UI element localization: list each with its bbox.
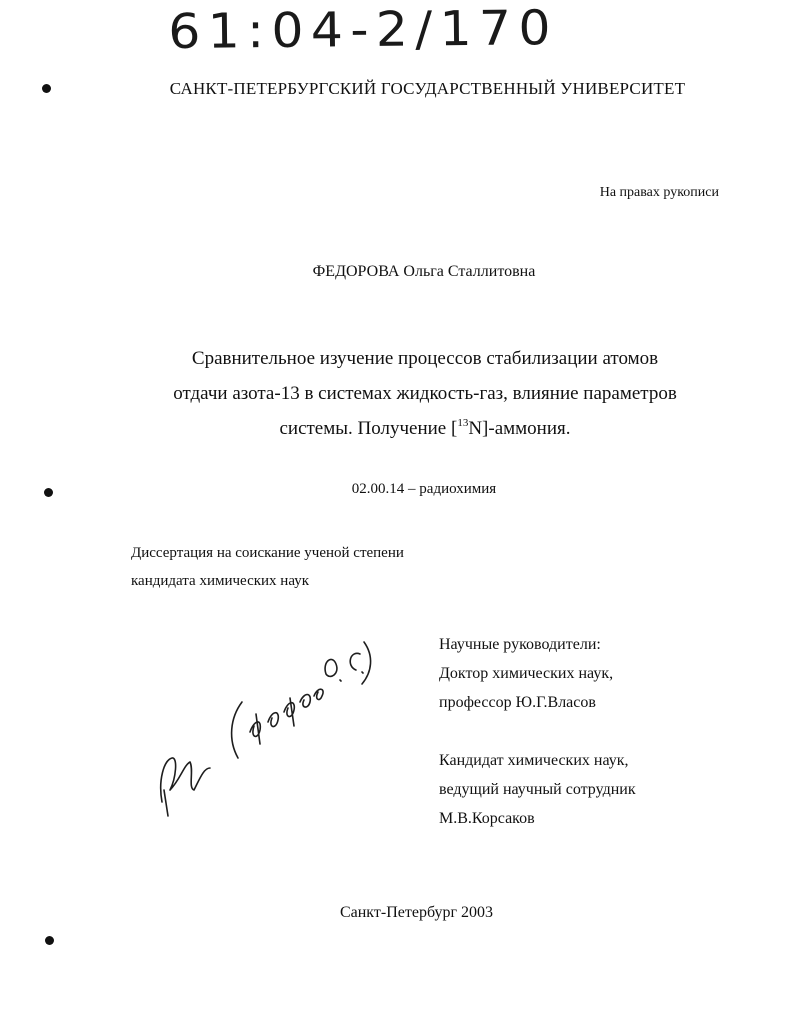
advisor-2-position: ведущий научный сотрудник	[439, 781, 636, 798]
degree-line-1: Диссертация на соискание ученой степени	[131, 545, 404, 561]
scientific-advisors	[439, 630, 636, 833]
advisor-1-name: профессор Ю.Г.Власов	[439, 694, 596, 711]
dissertation-title	[120, 341, 730, 446]
title-line-2: отдачи азота-13 в системах жидкость-газ, влияние параметров	[173, 383, 677, 404]
manuscript-rights-note: На правах рукописи	[599, 185, 719, 200]
university-name: САНКТ-ПЕТЕРБУРГСКИЙ ГОСУДАРСТВЕННЫЙ УНИВЕРСИТЕТ	[169, 79, 686, 98]
advisor-1-degree: Доктор химических наук,	[439, 665, 614, 682]
advisors-heading: Научные руководители:	[439, 636, 601, 653]
author-name: ФЕДОРОВА Ольга Сталлитовна	[312, 263, 536, 280]
handwritten-signature	[150, 640, 380, 830]
title-line-3-start: системы. Получение [	[279, 418, 458, 439]
degree-line-2: кандидата химических наук	[131, 573, 310, 589]
title-line-1: Сравнительное изучение процессов стабилизации атомов	[191, 348, 659, 369]
isotope-superscript: 13	[457, 417, 469, 429]
city-and-year: Санкт-Петербург 2003	[339, 904, 494, 921]
specialty-code: 02.00.14 – радиохимия	[351, 481, 497, 497]
margin-mark-bottom	[45, 936, 54, 945]
advisor-2-degree: Кандидат химических наук,	[439, 752, 629, 769]
dissertation-degree	[131, 539, 404, 595]
title-line-3-end: N]-аммония.	[468, 418, 571, 439]
handwritten-catalog-number: 61:04-2/170	[168, 0, 559, 60]
signature-icon	[150, 640, 380, 830]
title-line-3	[120, 411, 730, 446]
advisor-2-name: М.В.Корсаков	[439, 810, 535, 827]
